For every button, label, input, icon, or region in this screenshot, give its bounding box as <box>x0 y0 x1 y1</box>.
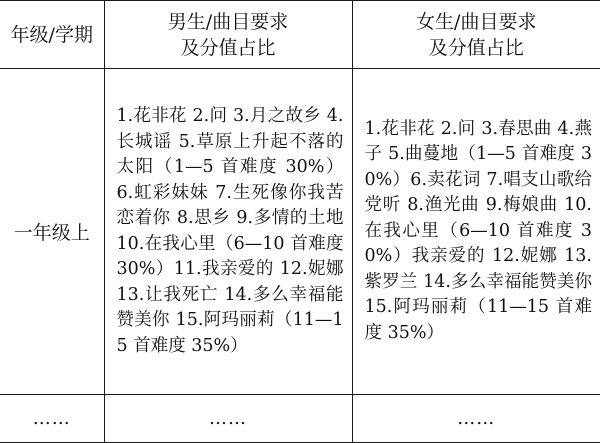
table-row <box>0 395 600 443</box>
table-header-row <box>0 1 600 69</box>
ellipsis-female: …… <box>457 408 495 429</box>
female-songs-text: 1.花非花 2.问 3.春思曲 4.燕子 5.曲蔓地（1—5 首难度 30%）6.卖花词 7.唱支山歌给党听 8.渔光曲 9.梅娘曲 10.在我心里（6—10 首难度 30%）我亲爱的 12.妮娜 13.紫罗兰 14.多么幸福能赞美你 15.阿玛丽莉（11—15 首难度 35%） <box>365 119 593 343</box>
header-male-line2: 及分值占比 <box>105 35 352 61</box>
header-male-line1: 男生/曲目要求 <box>105 9 352 35</box>
ellipsis-grade: …… <box>33 408 71 429</box>
ellipsis-cell <box>104 395 352 443</box>
ellipsis-cell <box>0 395 104 443</box>
header-grade-term <box>0 1 104 69</box>
ellipsis-male: …… <box>209 408 247 429</box>
header-grade-term-text: 年级/学期 <box>11 24 93 46</box>
ellipsis-cell <box>352 395 600 443</box>
header-male-requirements <box>104 1 352 69</box>
table-row <box>0 69 600 395</box>
grade-term-cell <box>0 69 104 395</box>
header-female-line2: 及分值占比 <box>353 35 600 61</box>
male-songs-cell <box>104 69 352 395</box>
male-songs-text: 1.花非花 2.问 3.月之故乡 4.长城谣 5.草原上升起不落的太阳（1—5 首难度 30%）6.虹彩妹妹 7.生死像你我苦恋着你 8.思乡 9.多情的土地 10.在我心里（6—10 首难度 30%）11.我亲爱的 12.妮娜 13.让我死亡 14.多么幸福能赞美你 15.阿玛丽莉（11—15 首难度 35%） <box>117 106 344 356</box>
female-songs-cell <box>352 69 600 395</box>
grade-term-text: 一年级上 <box>14 222 90 244</box>
header-female-line1: 女生/曲目要求 <box>353 9 600 35</box>
header-female-requirements <box>352 1 600 69</box>
